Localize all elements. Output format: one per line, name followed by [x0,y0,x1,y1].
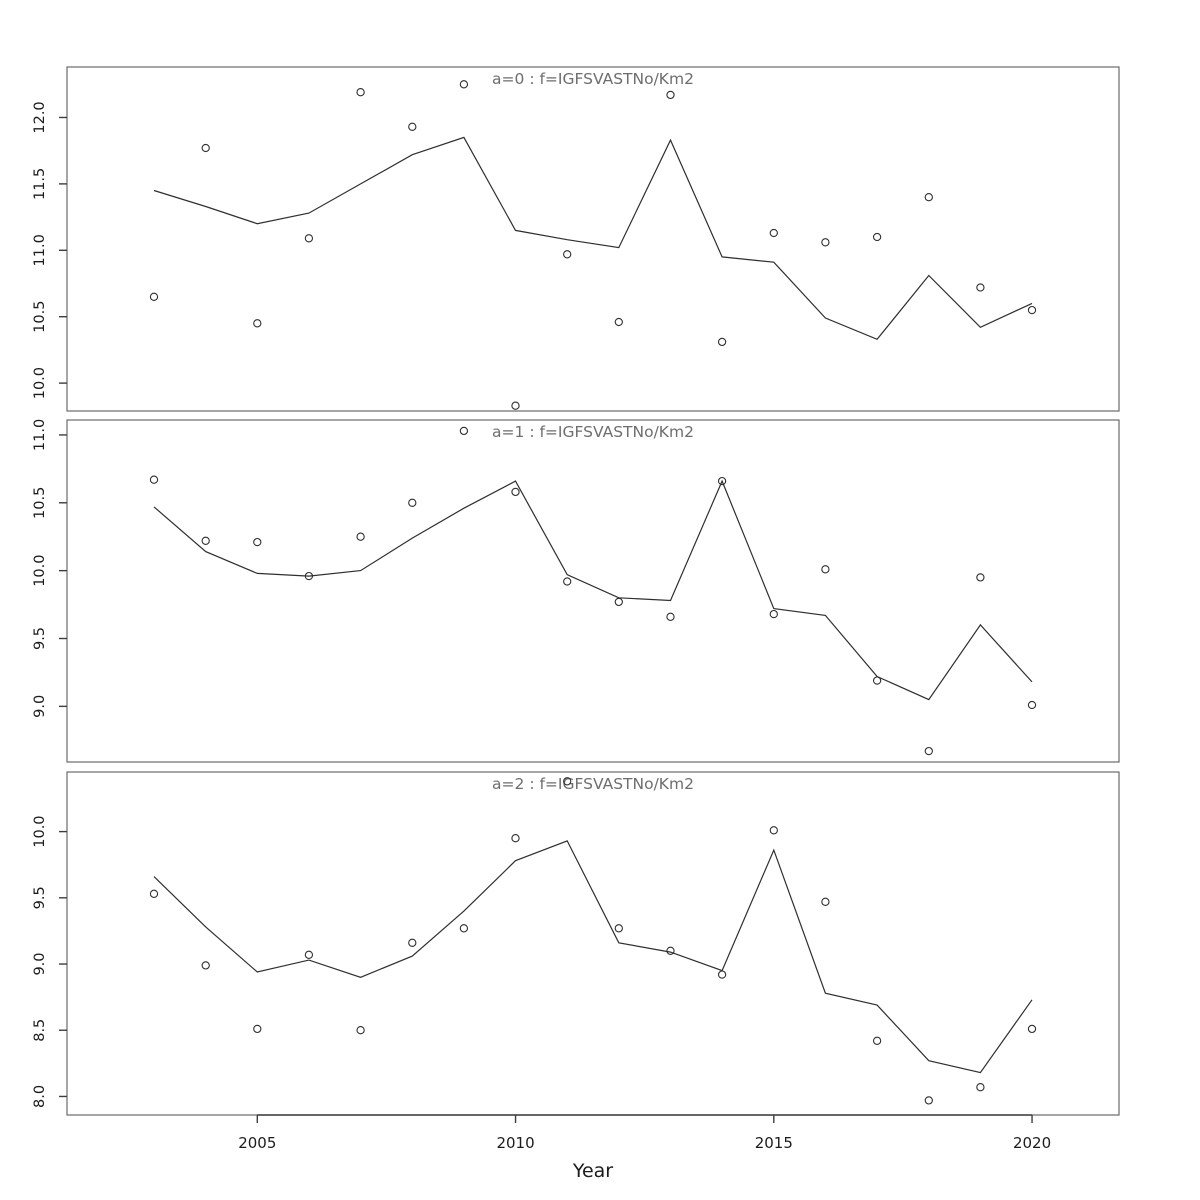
panel-title: a=1 : f=IGFSVASTNo/Km2 [492,423,694,441]
y-axis-tick-label: 11.0 [32,234,48,267]
x-axis-title: Year [572,1160,614,1182]
y-axis-tick-label: 10.5 [32,300,48,333]
y-axis-tick-label: 8.0 [32,1084,48,1108]
panel-title: a=2 : f=IGFSVASTNo/Km2 [492,775,694,793]
y-axis-tick-label: 9.0 [32,952,48,976]
x-axis-tick-label: 2010 [496,1134,535,1152]
y-axis-tick-label: 10.0 [32,554,48,587]
y-axis-tick-label: 10.5 [32,486,48,519]
x-axis-tick-label: 2015 [754,1134,793,1152]
y-axis-tick-label: 9.5 [32,886,48,910]
y-axis-tick-label: 11.5 [32,167,48,201]
y-axis-tick-label: 10.0 [32,815,48,848]
y-axis-tick-label: 8.5 [32,1018,48,1042]
y-axis-tick-label: 10.0 [32,366,48,400]
panel-title: a=0 : f=IGFSVASTNo/Km2 [492,70,694,88]
y-axis-tick-label: 11.0 [32,418,48,452]
y-axis-tick-label: 9.0 [32,694,48,718]
y-axis-tick-label: 9.5 [32,626,48,651]
x-axis-tick-label: 2020 [1012,1134,1052,1152]
y-axis-tick-label: 12.0 [32,101,48,134]
x-axis-tick-label: 2005 [238,1134,277,1152]
